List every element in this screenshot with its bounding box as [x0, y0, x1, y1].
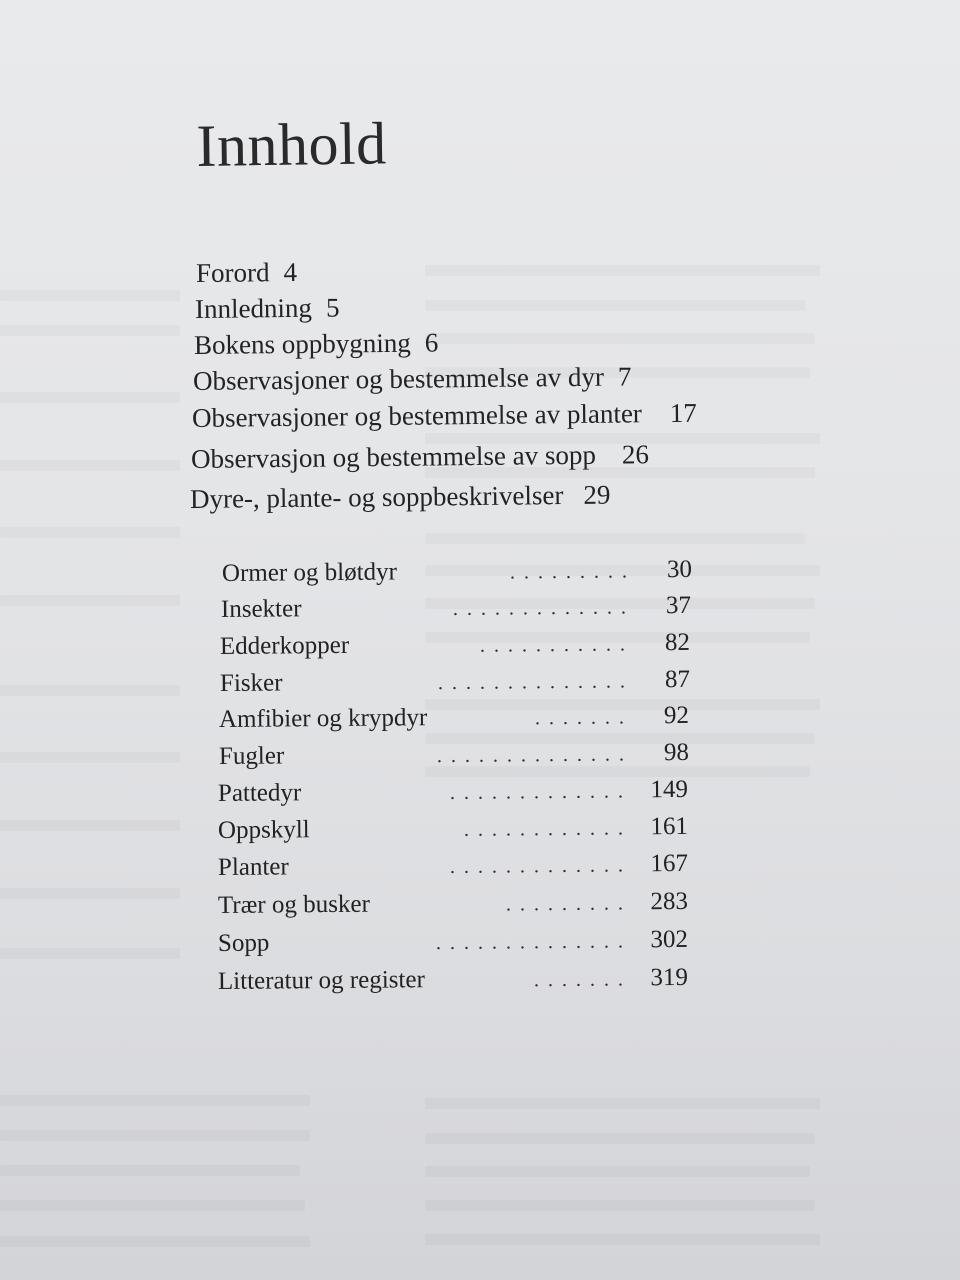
dot-leader: .............	[449, 854, 633, 878]
dot-leader: ..............	[436, 743, 634, 768]
dot-leader: .......	[534, 706, 634, 730]
toc-entry-page: 149	[650, 775, 689, 804]
toc-entry-page: 82	[664, 628, 691, 657]
toc-main-entry	[192, 398, 697, 434]
toc-sub-entry	[218, 888, 688, 926]
toc-entry-label: Observasjon og bestemmelse av sopp	[190, 439, 597, 474]
toc-main-entry	[190, 480, 611, 515]
toc-entry-page: 37	[665, 591, 692, 620]
toc-entry-label: Sopp	[217, 929, 270, 957]
toc-sub-entry	[219, 739, 689, 777]
toc-entry-label: Fugler	[218, 742, 285, 770]
dot-leader: ..............	[437, 670, 635, 695]
toc-entry-page: 302	[650, 925, 689, 954]
toc-entry-label: Ormer og bløtdyr	[221, 558, 398, 587]
toc-entry-label: Trær og busker	[217, 890, 370, 919]
toc-sub-entry	[218, 926, 688, 964]
toc-entry-label: Dyre-, plante- og soppbeskrivelser	[189, 480, 564, 514]
toc-entry-label: Oppskyll	[217, 816, 310, 844]
dot-leader: ...........	[479, 633, 635, 657]
toc-sub-entry	[220, 629, 690, 667]
toc-entry-label: Observasjoner og bestemmelse av planter	[191, 398, 642, 433]
dot-leader: .........	[509, 560, 637, 584]
toc-entry-page: 30	[666, 555, 693, 584]
toc-entry-label: Fisker	[219, 669, 283, 697]
toc-sub-entry	[218, 776, 688, 814]
toc-sub-entry	[218, 964, 688, 1002]
toc-sub-entry	[222, 556, 692, 594]
toc-entry-label: Observasjoner og bestemmelse av dyr	[192, 361, 605, 396]
toc-sub-entry	[219, 702, 689, 740]
toc-entry-page: 6	[424, 327, 439, 358]
toc-sub-entry	[220, 666, 690, 704]
toc-entry-label: Pattedyr	[217, 779, 302, 807]
toc-entry-page: 5	[325, 292, 340, 323]
toc-entry-page: 29	[583, 479, 611, 510]
dot-leader: .............	[449, 780, 633, 804]
toc-sub-entry	[218, 813, 688, 851]
toc-entry-label: Forord	[195, 257, 270, 288]
toc-entry-page: 7	[617, 361, 632, 392]
toc-entry-label: Bokens oppbygning	[193, 327, 411, 360]
toc-entry-page: 283	[650, 887, 689, 916]
toc-main-entry	[196, 257, 297, 289]
toc-entry-label: Insekter	[220, 595, 302, 623]
toc-entry-page: 4	[283, 256, 298, 288]
toc-main-entry	[191, 439, 649, 475]
toc-sub-entry	[221, 592, 691, 630]
toc-entry-page: 87	[664, 665, 691, 694]
toc-entry-label: Innledning	[194, 292, 313, 324]
toc-main-entry	[194, 327, 439, 361]
toc-entry-page: 17	[669, 397, 697, 428]
toc-entry-page: 161	[650, 812, 689, 841]
toc-entry-page: 167	[650, 849, 689, 878]
dot-leader: .......	[533, 968, 633, 992]
toc-main-entry	[195, 292, 340, 325]
dot-leader: .........	[505, 892, 633, 916]
toc-sub-entry	[218, 850, 688, 888]
toc-main-entry	[193, 361, 632, 397]
toc-entry-label: Planter	[217, 853, 289, 881]
toc-entry-page: 92	[663, 701, 690, 730]
dot-leader: .............	[452, 596, 636, 620]
toc-entry-label: Litteratur og register	[217, 966, 425, 995]
dot-leader: ............	[463, 817, 633, 841]
toc-entry-page: 98	[663, 738, 690, 767]
toc-entry-label: Edderkopper	[219, 631, 350, 660]
toc-entry-page: 26	[621, 439, 650, 470]
toc-title: Innhold	[196, 110, 388, 179]
toc-entry-label: Amfibier og krypdyr	[218, 704, 428, 733]
dot-leader: ..............	[435, 930, 633, 955]
toc-entry-page: 319	[650, 963, 689, 992]
